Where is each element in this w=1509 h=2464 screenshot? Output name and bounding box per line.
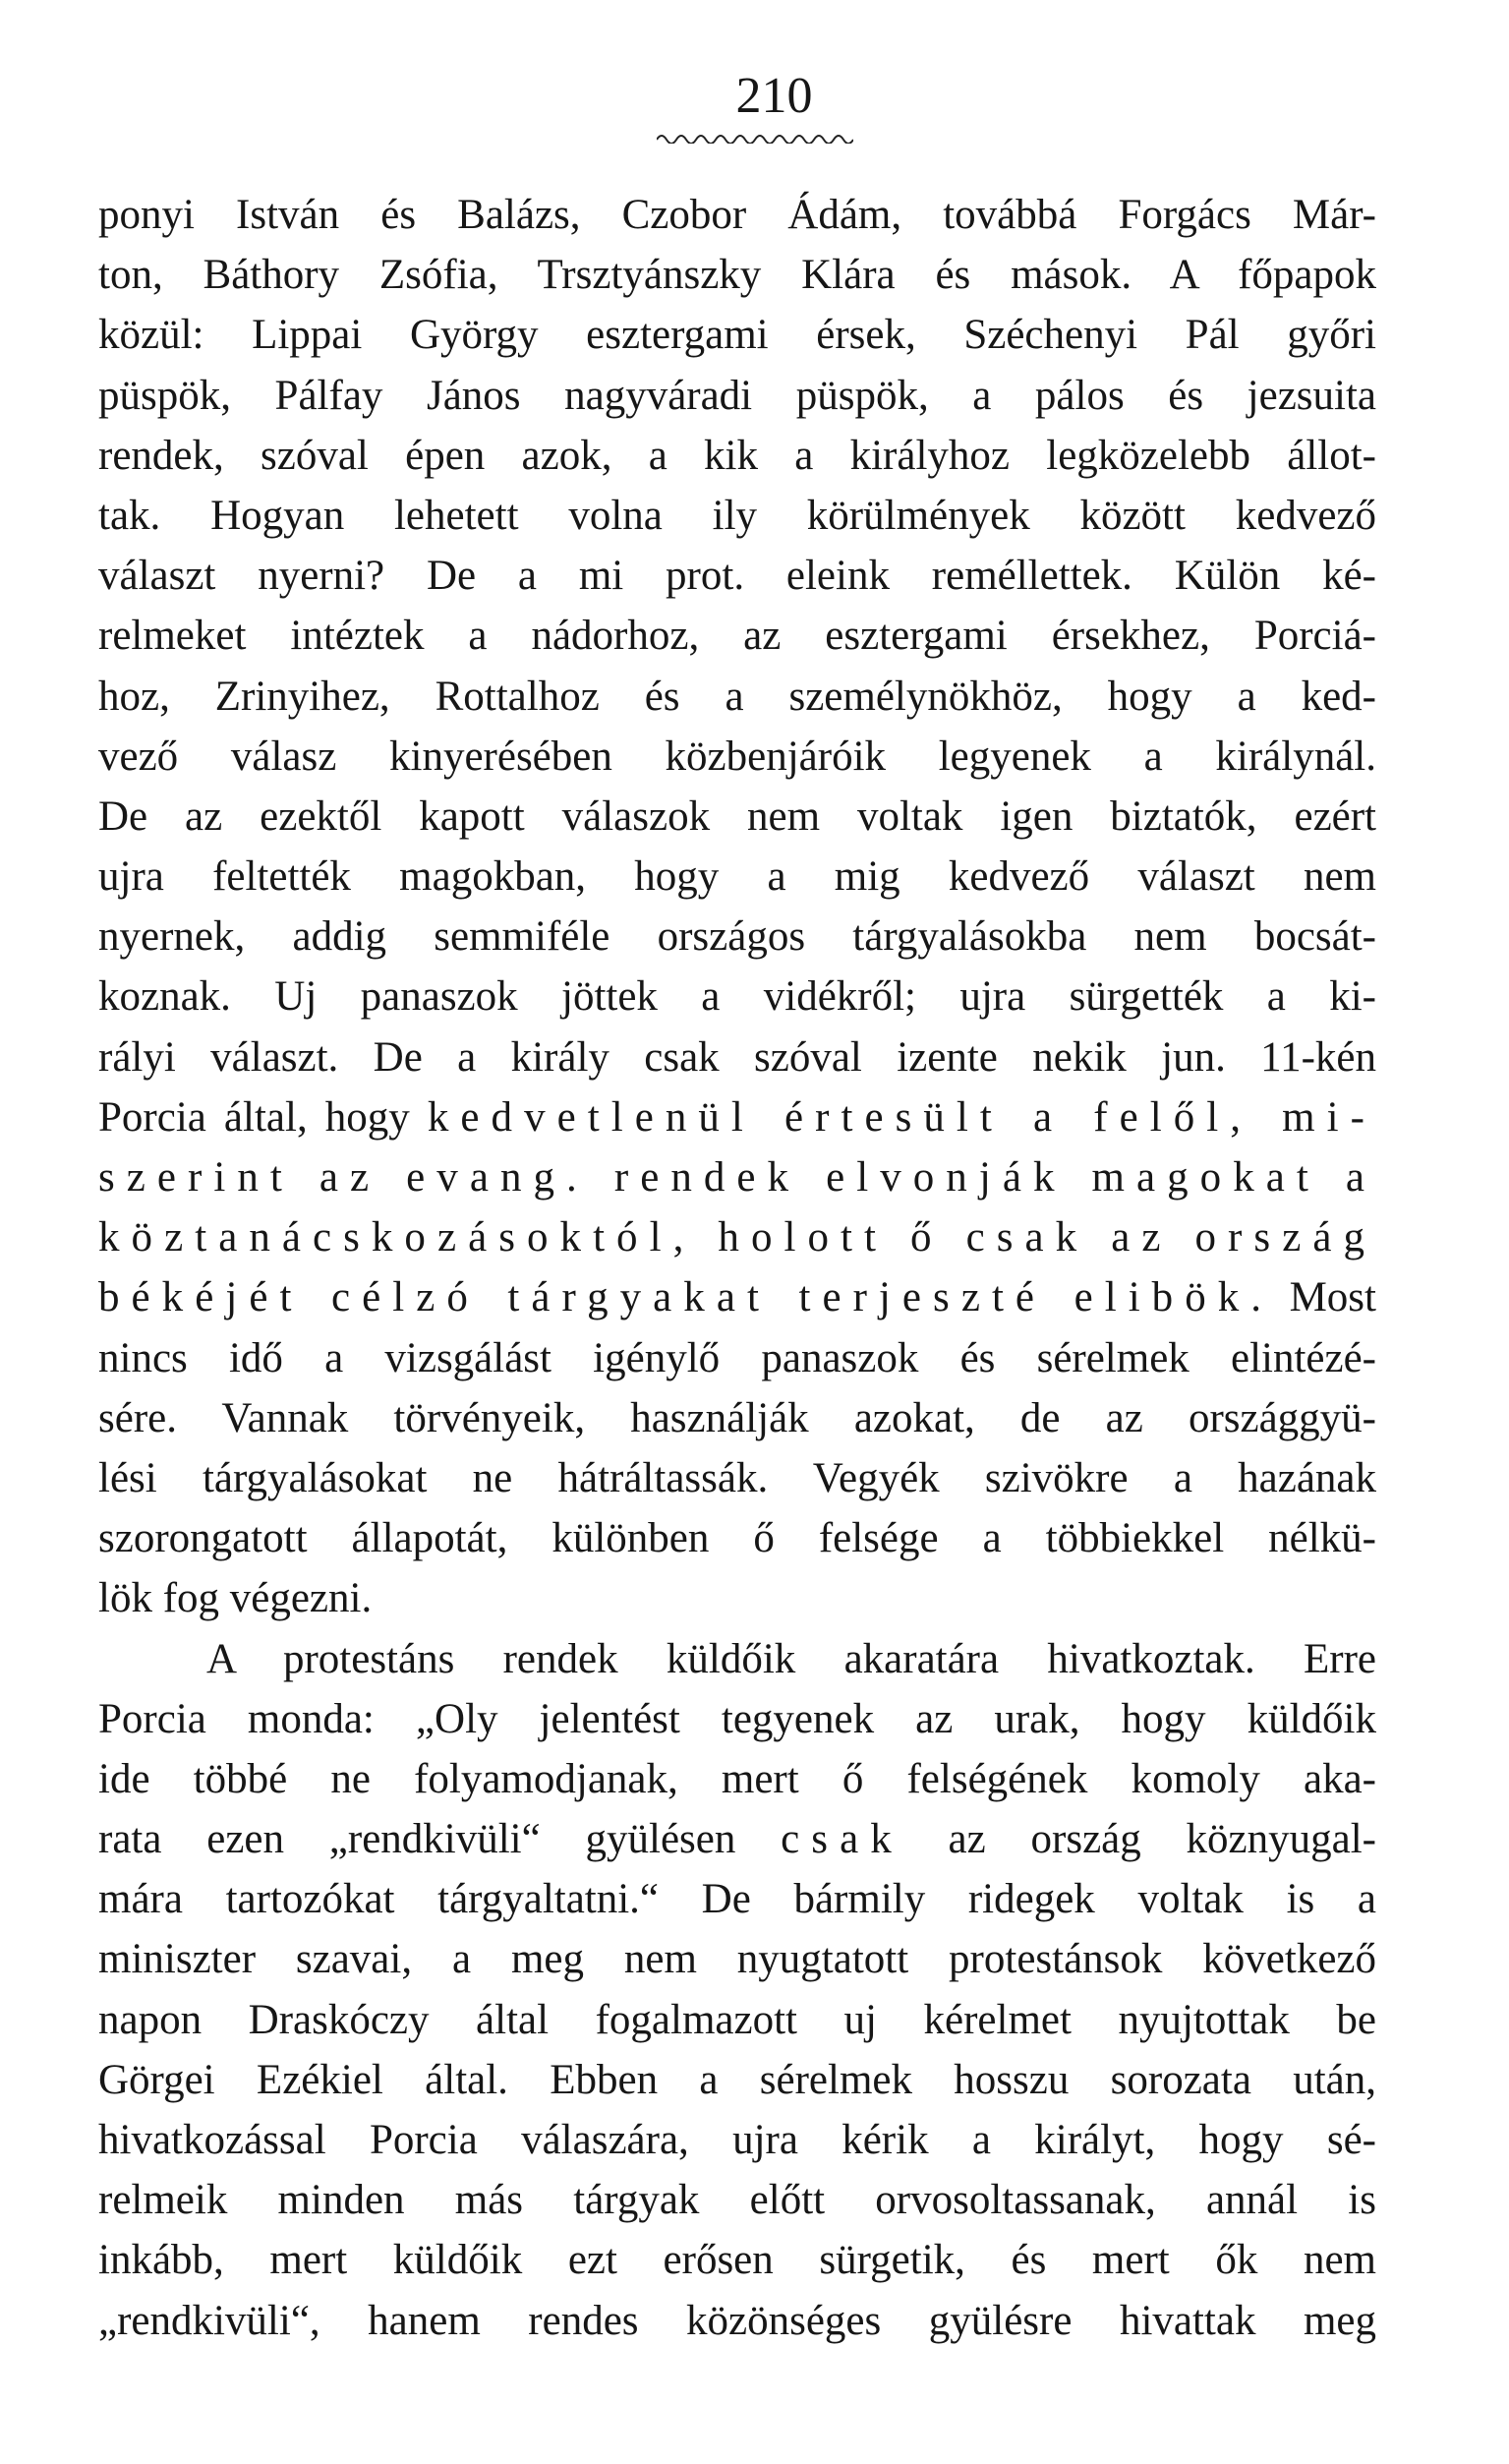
spaced-text: kedvetlenül értesült a felől, mi- xyxy=(427,1093,1376,1141)
line-text: hivatkozással Porcia válaszára, ujra kérik a királyt, hogy sé- xyxy=(98,2117,1376,2163)
text-line xyxy=(98,787,1376,847)
text-line xyxy=(98,426,1376,486)
text-line xyxy=(98,967,1376,1027)
text-line xyxy=(98,1929,1376,1989)
text-line xyxy=(98,1629,1376,1689)
text-line xyxy=(98,2110,1376,2170)
line-text: De az ezektől kapott válaszok nem voltak igen biztatók, ezért xyxy=(98,792,1376,840)
line-text: hoz, Zrinyihez, Rottalhoz és a személynökhöz, hogy a ked- xyxy=(98,673,1376,720)
text-line xyxy=(98,366,1376,426)
page-number: 210 xyxy=(735,68,813,124)
line-text: Most xyxy=(1273,1274,1376,1321)
line-text: Porcia monda: „Oly jelentést tegyenek az urak, hogy küldőik xyxy=(98,1695,1376,1742)
line-text: nincs idő a vizsgálást igénylő panaszok és sérelmek elintézé- xyxy=(98,1334,1376,1381)
text-line xyxy=(98,2170,1376,2230)
line-text: ide többé ne folyamodjanak, mert ő felségének komoly aka- xyxy=(98,1755,1376,1802)
line-text: inkább, mert küldőik ezt erősen sürgetik, és mert ők nem xyxy=(98,2237,1376,2284)
line-text: koznak. Uj panaszok jöttek a vidékről; ujra sürgették a ki- xyxy=(98,973,1376,1021)
text-line xyxy=(98,2050,1376,2110)
line-text: lési tárgyalásokat ne hátráltassák. Vegyék szivökre a hazának xyxy=(98,1454,1376,1501)
line-text: nyernek, addig semmiféle országos tárgyalásokba nem bocsát- xyxy=(98,913,1376,961)
text-line xyxy=(98,185,1376,245)
text-line xyxy=(98,727,1376,787)
line-text: ujra feltették magokban, hogy a mig kedvező választ nem xyxy=(98,853,1376,901)
line-text: tak. Hogyan lehetett volna ily körülmények között kedvező xyxy=(98,492,1376,539)
text-line xyxy=(98,2230,1376,2290)
line-text: ponyi István és Balázs, Czobor Ádám, továbbá Forgács Már- xyxy=(98,192,1376,238)
line-text: vező válasz kinyerésében közbenjáróik legyenek a királynál. xyxy=(98,733,1376,780)
line-text: mára tartozókat tárgyaltatni.“ De bármily ridegek voltak is a xyxy=(98,1876,1376,1923)
text-line xyxy=(98,1689,1376,1749)
line-text: relmeket intéztek a nádorhoz, az esztergami érsekhez, Porciá- xyxy=(98,613,1376,660)
text-line xyxy=(98,1388,1376,1448)
spaced-text: csak xyxy=(781,1816,903,1863)
text-line xyxy=(98,1087,1376,1147)
text-line xyxy=(98,305,1376,365)
text-line xyxy=(98,1027,1376,1087)
line-text: választ nyerni? De a mi prot. eleink reméllettek. Külön ké- xyxy=(98,553,1376,600)
text-line xyxy=(98,1267,1376,1327)
text-line xyxy=(98,667,1376,727)
text-line xyxy=(98,245,1376,305)
line-text: A protestáns rendek küldőik akaratára hivatkoztak. Erre xyxy=(206,1635,1376,1682)
text-line xyxy=(98,486,1376,546)
text-line xyxy=(98,1147,1376,1207)
line-text: sére. Vannak törvényeik, használják azokat, de az országgyü- xyxy=(98,1394,1376,1441)
text-line xyxy=(98,907,1376,967)
line-text: szorongatott állapotát, különben ő felsége a többiekkel nélkü- xyxy=(98,1515,1376,1562)
line-text: püspök, Pálfay János nagyváradi püspök, a pálos és jezsuita xyxy=(98,372,1376,419)
text-line xyxy=(98,1568,1376,1628)
text-line xyxy=(98,847,1376,907)
wavy-rule-ornament xyxy=(657,130,853,144)
body-text xyxy=(98,185,1376,2351)
text-line xyxy=(98,2291,1376,2351)
line-text: „rendkivüli“, hanem rendes közönséges gyülésre hivattak meg xyxy=(98,2297,1376,2344)
text-line xyxy=(98,606,1376,666)
text-line xyxy=(98,1328,1376,1388)
line-text: rendek, szóval épen azok, a kik a királyhoz legközelebb állot- xyxy=(98,432,1376,479)
spaced-text: szerint az evang. rendek elvonják magokat a xyxy=(98,1154,1376,1201)
line-text: relmeik minden más tárgyak előtt orvosoltassanak, annál is xyxy=(98,2177,1376,2224)
line-text: Porcia által, hogy xyxy=(98,1093,428,1141)
line-text: miniszter szavai, a meg nem nyugtatott protestánsok következő xyxy=(98,1936,1376,1983)
line-text: lök fog végezni. xyxy=(98,1575,373,1622)
line-text: Görgei Ezékiel által. Ebben a sérelmek hosszu sorozata után, xyxy=(98,2056,1376,2103)
line-text: ton, Báthory Zsófia, Trsztyánszky Klára és mások. A főpapok xyxy=(98,252,1376,299)
text-line xyxy=(98,1749,1376,1809)
line-text: rata ezen „rendkivüli“ gyülésen xyxy=(98,1816,782,1863)
text-line xyxy=(98,1809,1376,1869)
text-line xyxy=(98,1990,1376,2050)
text-line xyxy=(98,1508,1376,1568)
line-text: rályi választ. De a király csak szóval izente nekik jun. 11-kén xyxy=(98,1033,1376,1081)
line-text: közül: Lippai György esztergami érsek, Széchenyi Pál győri xyxy=(98,312,1376,359)
text-line xyxy=(98,1869,1376,1929)
text-line xyxy=(98,1448,1376,1508)
spaced-text: békéjét célzó tárgyakat terjeszté elibök. xyxy=(98,1274,1274,1321)
text-line xyxy=(98,1207,1376,1267)
spaced-text: köztanácskozásoktól, holott ő csak az ország xyxy=(98,1214,1376,1261)
line-text: az ország köznyugal- xyxy=(902,1816,1376,1863)
line-text: napon Draskóczy által fogalmazott uj kérelmet nyujtottak be xyxy=(98,1996,1376,2043)
text-line xyxy=(98,546,1376,606)
